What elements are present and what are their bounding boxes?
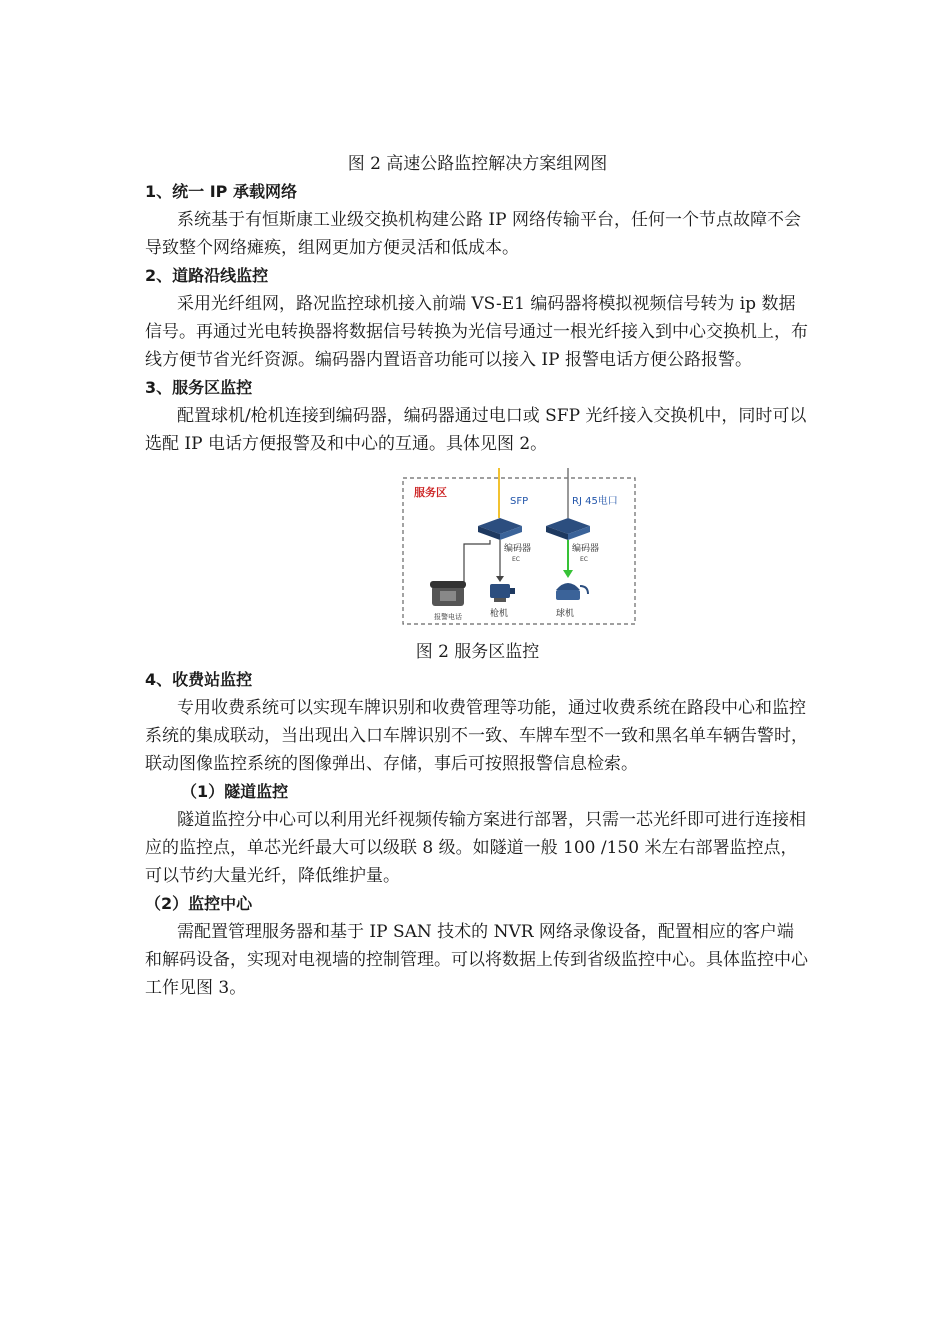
section-2-heading: 2、道路沿线监控 [145, 266, 269, 285]
service-area-figure [145, 464, 810, 636]
sfp-label: SFP [510, 496, 529, 507]
section-5-heading: （1）隧道监控 [181, 782, 289, 801]
top-figure-caption: 图 2 高速公路监控解决方案组网图 [347, 154, 608, 174]
section-1-body: 系统基于有恒斯康工业级交换机构建公路 IP 网络传输平台，任何一个节点故障不会导致整个网络瘫痪，组网更加方便灵活和低成本。 [145, 210, 801, 258]
phone-icon [430, 581, 466, 606]
section-5-body: 隧道监控分中心可以利用光纤视频传输方案进行部署，只需一芯光纤即可进行连接相应的监控点，单芯光纤最大可以级联 8 级。如隧道一般 100 /150 米左右部署监控点，可以节约大量光纤，降低维护量。 [145, 810, 806, 886]
section-2-body: 采用光纤组网，路况监控球机接入前端 VS-E1 编码器将模拟视频信号转为 ip 数据信号。再通过光电转换器将数据信号转换为光信号通过一根光纤接入到中心交换机上，布线方便节省光纤资源。编码器内置语音功能可以接入 IP 报警电话方便公路报警。 [145, 294, 808, 370]
figure-2-caption: 图 2 服务区监控 [415, 642, 540, 662]
section-4-body: 专用收费系统可以实现车牌识别和收费管理等功能，通过收费系统在路段中心和监控系统的集成联动，当出现出入口车牌识别不一致、车牌车型不一致和黑名单车辆告警时，联动图像监控系统的图像弹出、存储，事后可按照报警信息检索。 [145, 698, 808, 774]
section-1-heading: 1、统一 IP 承载网络 [145, 182, 297, 201]
dome-camera-label: 球机 [556, 609, 575, 619]
section-6-heading: （2）监控中心 [145, 894, 253, 913]
gun-camera-label: 枪机 [490, 609, 509, 619]
section-4-heading: 4、收费站监控 [145, 670, 253, 689]
service-area-diagram [400, 468, 640, 630]
zone-label: 服务区 [414, 486, 447, 499]
rj45-label: RJ 45电口 [572, 496, 618, 507]
document-body [145, 150, 810, 1002]
section-3-heading: 3、服务区监控 [145, 378, 253, 397]
phone-label: 报警电话 [434, 613, 462, 621]
encoder-right-label: 编码器 [572, 544, 600, 554]
encoder-left-label: 编码器 [504, 544, 532, 554]
encoder-right-ec: EC [580, 556, 588, 563]
section-6-body: 需配置管理服务器和基于 IP SAN 技术的 NVR 网络录像设备，配置相应的客户端和解码设备，实现对电视墙的控制管理。可以将数据上传到省级监控中心。具体监控中心工作见图 3。 [145, 922, 808, 998]
section-3-body: 配置球机/枪机连接到编码器，编码器通过电口或 SFP 光纤接入交换机中，同时可以选配 IP 电话方便报警及和中心的互通。具体见图 2。 [145, 406, 807, 454]
encoder-left-ec: EC [512, 556, 520, 563]
